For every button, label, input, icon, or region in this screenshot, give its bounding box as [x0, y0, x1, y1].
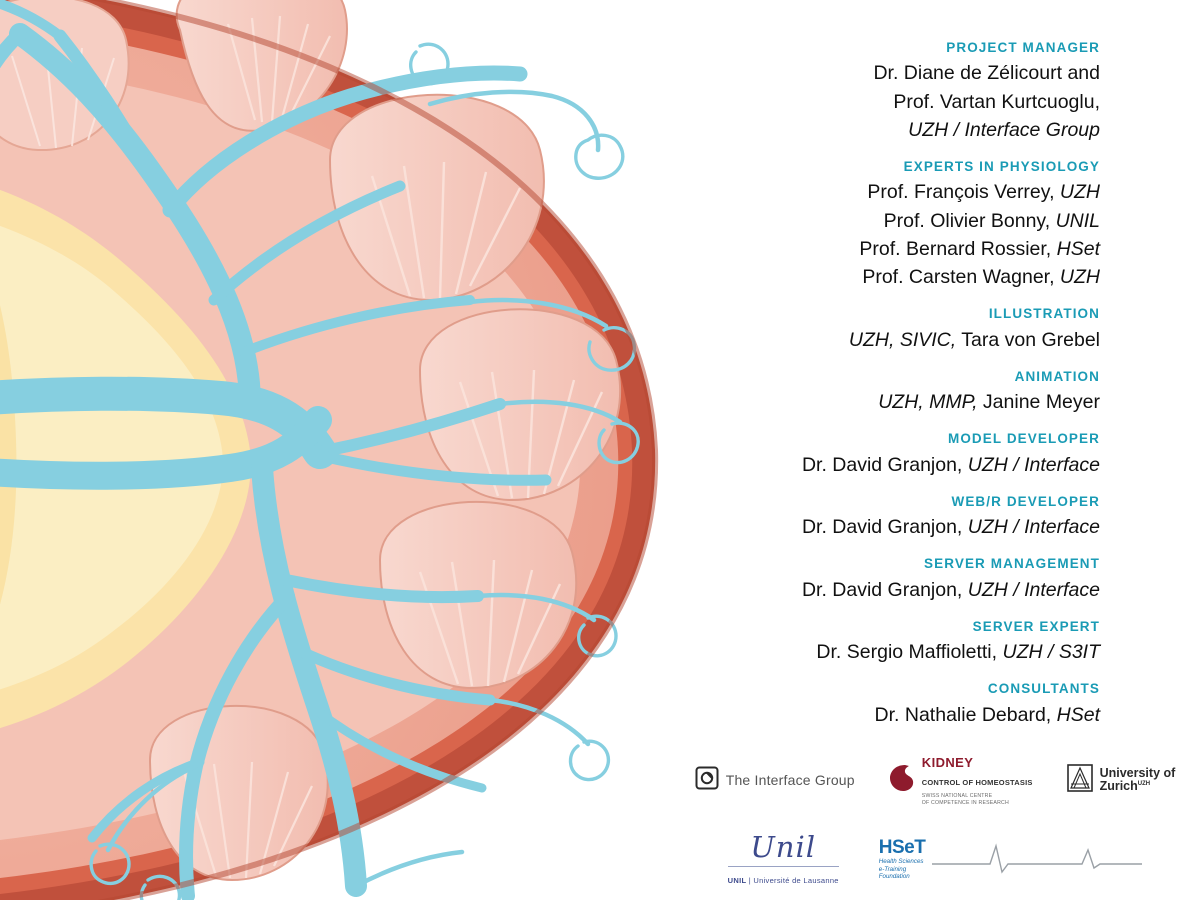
kidney-footer-line2: OF COMPETENCE IN RESEARCH	[921, 799, 1009, 806]
hset-subtitle	[879, 858, 926, 881]
credit-block-illustration	[690, 304, 1100, 354]
credit-role: ANIMATION	[1014, 368, 1100, 384]
logo-row-secondary	[670, 829, 1200, 888]
unil-wordmark: Unil	[750, 829, 817, 864]
credit-name: Dr. Diane de Zélicourt and	[873, 62, 1100, 85]
interface-group-label: The Interface Group	[725, 772, 855, 789]
kidney-title: KIDNEY	[921, 755, 974, 770]
kidney-footer-line1: SWISS NATIONAL CENTRE	[921, 793, 993, 799]
uzh-sup: UZH	[1137, 781, 1151, 788]
credit-role: SERVER EXPERT	[972, 618, 1100, 634]
credit-block-model-developer	[690, 429, 1100, 479]
credit-name: Prof. Bernard Rossier, HSet	[859, 237, 1100, 260]
credit-block-server-expert	[690, 617, 1100, 667]
credit-name: UZH, SIVIC, Tara von Grebel	[848, 328, 1100, 351]
credit-name: Dr. David Granjon, UZH / Interface	[801, 578, 1100, 601]
kidney-nccr-text	[922, 754, 1033, 807]
kidney-subtitle: CONTROL OF HOMEOSTASIS	[921, 778, 1033, 787]
unil-logo[interactable]	[727, 829, 839, 888]
hset-logo[interactable]	[879, 838, 1143, 883]
credit-role: CONSULTANTS	[987, 681, 1100, 697]
credit-role: SERVER MANAGEMENT	[924, 556, 1100, 572]
credit-name: UZH / Interface Group	[908, 118, 1100, 141]
credits-list	[690, 0, 1200, 740]
credit-name: Prof. Olivier Bonny, UNIL	[883, 209, 1100, 232]
credit-role: WEB/R DEVELOPER	[951, 493, 1100, 509]
credit-name: Prof. François Verrey, UZH	[867, 181, 1100, 204]
credit-name: Dr. Sergio Maffioletti, UZH / S3IT	[816, 641, 1100, 664]
interface-group-logo[interactable]	[695, 766, 855, 795]
uzh-line2: Zurich	[1099, 779, 1138, 794]
interface-group-mark-icon	[695, 766, 719, 795]
kidney-footer	[922, 793, 1033, 807]
university-of-zurich-logo[interactable]	[1067, 764, 1176, 797]
credit-name: Dr. David Granjon, UZH / Interface	[801, 516, 1100, 539]
uzh-line1: University of	[1099, 765, 1176, 780]
credit-name: Prof. Carsten Wagner, UZH	[862, 266, 1100, 289]
kidney-shape-icon	[889, 763, 915, 798]
hset-sub1: Health Sciences	[878, 857, 924, 865]
unil-divider	[728, 866, 839, 888]
hset-title: HSeT	[878, 836, 926, 858]
credit-block-consultants	[690, 679, 1100, 729]
credit-block-experts-in-physiology	[690, 157, 1100, 291]
credit-name: Dr. David Granjon, UZH / Interface	[801, 453, 1100, 476]
credit-role: PROJECT MANAGER	[946, 40, 1100, 55]
ecg-line-icon	[932, 838, 1142, 883]
credit-name: UZH, MMP, Janine Meyer	[878, 391, 1100, 414]
uzh-label	[1100, 767, 1176, 795]
credit-role: MODEL DEVELOPER	[947, 431, 1100, 447]
hset-sub3: Foundation	[878, 873, 910, 881]
credit-name: Dr. Nathalie Debard, HSet	[874, 703, 1100, 726]
credit-block-web-r-developer	[690, 492, 1100, 542]
credit-block-project-manager	[690, 38, 1100, 144]
logo-row-primary	[670, 754, 1200, 807]
unil-subtitle: UNIL | Université de Lausanne	[727, 875, 839, 885]
partner-logos	[670, 740, 1200, 900]
credit-name: Prof. Vartan Kurtcuoglu,	[893, 90, 1100, 113]
hset-sub2: e-Training	[878, 865, 907, 873]
credit-role: ILLUSTRATION	[988, 306, 1100, 322]
uzh-crest-icon	[1067, 764, 1093, 797]
kidney-nccr-logo[interactable]	[889, 754, 1033, 807]
credit-block-server-management	[690, 554, 1100, 604]
hset-text	[878, 836, 926, 881]
credit-role: EXPERTS IN PHYSIOLOGY	[903, 159, 1100, 175]
credit-block-animation	[690, 367, 1100, 417]
